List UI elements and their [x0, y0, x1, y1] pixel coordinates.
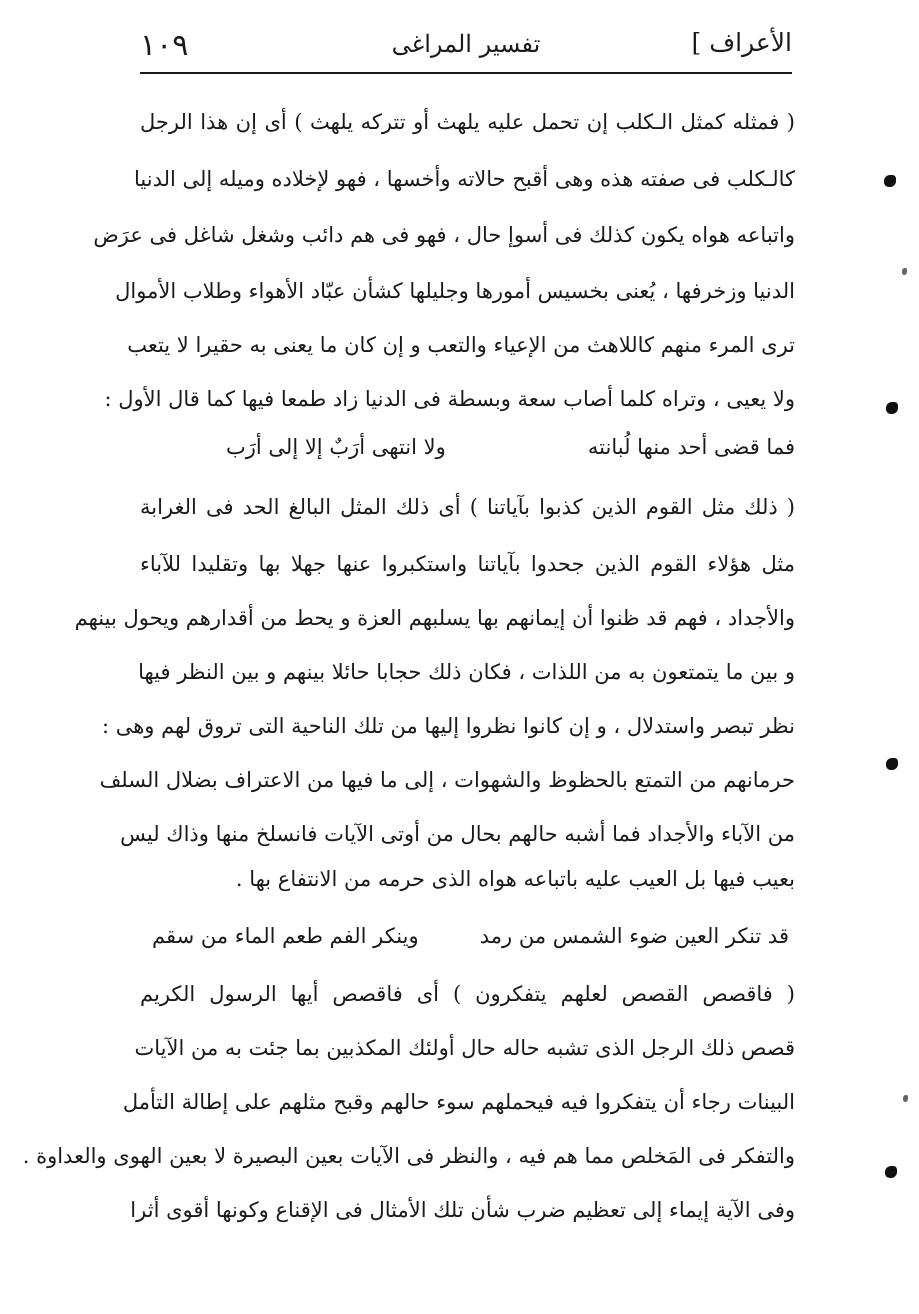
text-line: مثل هؤلاء القوم الذين جحدوا بآياتنا واستكبروا عنها جهلا بها وتقليدا للآباء	[140, 552, 795, 576]
scan-mark	[886, 758, 898, 770]
verse-2-hemistich-1: قد تنكر العين ضوء الشمس من رمد	[479, 924, 789, 948]
text-line: قصص ذلك الرجل الذى تشبه حاله حال أولئك المكذبين بما جئت به من الآيات	[134, 1036, 795, 1060]
verse-1-hemistich-1: فما قضى أحد منها لُبانته	[587, 435, 795, 459]
scan-mark	[886, 402, 898, 414]
header-rule	[140, 72, 792, 74]
text-line: واتباعه هواه يكون كذلك فى أسوإ حال ، فهو فى هم دائب وشغل شاغل فى عرَض	[93, 223, 795, 247]
text-line: ترى المرء منهم كاللاهث من الإعياء والتعب و إن كان ما يعنى به حقيرا لا يتعب	[127, 333, 795, 357]
page-header	[140, 22, 792, 72]
verse-2-hemistich-2: وينكر الفم طعم الماء من سقم	[152, 924, 419, 948]
sura-name: الأعراف ]	[691, 28, 792, 57]
text-line: من الآباء والأجداد فما أشبه حالهم بحال من أوتى الآيات فانسلخ منها وذاك ليس	[120, 822, 795, 846]
scan-mark	[902, 268, 907, 275]
text-line: حرمانهم من التمتع بالحظوظ والشهوات ، إلى ما فيها من الاعتراف بضلال السلف	[99, 768, 795, 792]
text-line: ( فاقصص القصص لعلهم يتفكرون ) أى فاقصص أيها الرسول الكريم	[140, 982, 795, 1006]
text-line: ( ذلك مثل القوم الذين كذبوا بآياتنا ) أى ذلك المثل البالغ الحد فى الغرابة	[140, 495, 795, 519]
scan-mark	[885, 1166, 897, 1178]
text-line: والأجداد ، فهم قد ظنوا أن إيمانهم بها يسلبهم العزة و يحط من أقدارهم ويحول بينهم	[74, 606, 795, 630]
scan-mark	[903, 1095, 908, 1102]
page-number: ١٠٩	[140, 28, 189, 63]
book-title: تفسير المراغى	[391, 30, 541, 58]
text-line: كالـكلب فى صفته هذه وهى أقبح حالاته وأخسها ، فهو لإخلاده وميله إلى الدنيا	[134, 167, 795, 191]
text-line: ( فمثله كمثل الـكلب إن تحمل عليه يلهث أو تتركه يلهث ) أى إن هذا الرجل	[140, 110, 795, 134]
text-line: وفى الآية إيماء إلى تعظيم ضرب شأن تلك الأمثال فى الإقناع وكونها أقوى أثرا	[130, 1198, 795, 1222]
text-line: ولا يعيى ، وتراه كلما أصاب سعة وبسطة فى الدنيا زاد طمعا فيها كما قال الأول :	[104, 387, 795, 411]
scan-mark	[884, 175, 896, 187]
text-line: بعيب فيها بل العيب عليه باتباعه هواه الذى حرمه من الانتفاع بها .	[235, 867, 795, 891]
text-line: البينات رجاء أن يتفكروا فيه فيحملهم سوء حالهم وقبح مثلهم على إطالة التأمل	[122, 1090, 795, 1114]
verse-1-hemistich-2: ولا انتهى أرَبٌ إلا إلى أرَب	[226, 435, 446, 459]
text-line: و بين ما يتمتعون به من اللذات ، فكان ذلك حجابا حائلا بينهم و بين النظر فيها	[138, 660, 795, 684]
text-line: الدنيا وزخرفها ، يُعنى بخسيس أمورها وجليلها كشأن عبّاد الأهواء وطلاب الأموال	[115, 279, 795, 303]
text-line: والتفكر فى المَخلص مما هم فيه ، والنظر فى الآيات بعين البصيرة لا بعين الهوى والعداوة .	[22, 1144, 795, 1168]
text-line: نظر تبصر واستدلال ، و إن كانوا نظروا إليها من تلك الناحية التى تروق لهم وهى :	[101, 714, 795, 738]
